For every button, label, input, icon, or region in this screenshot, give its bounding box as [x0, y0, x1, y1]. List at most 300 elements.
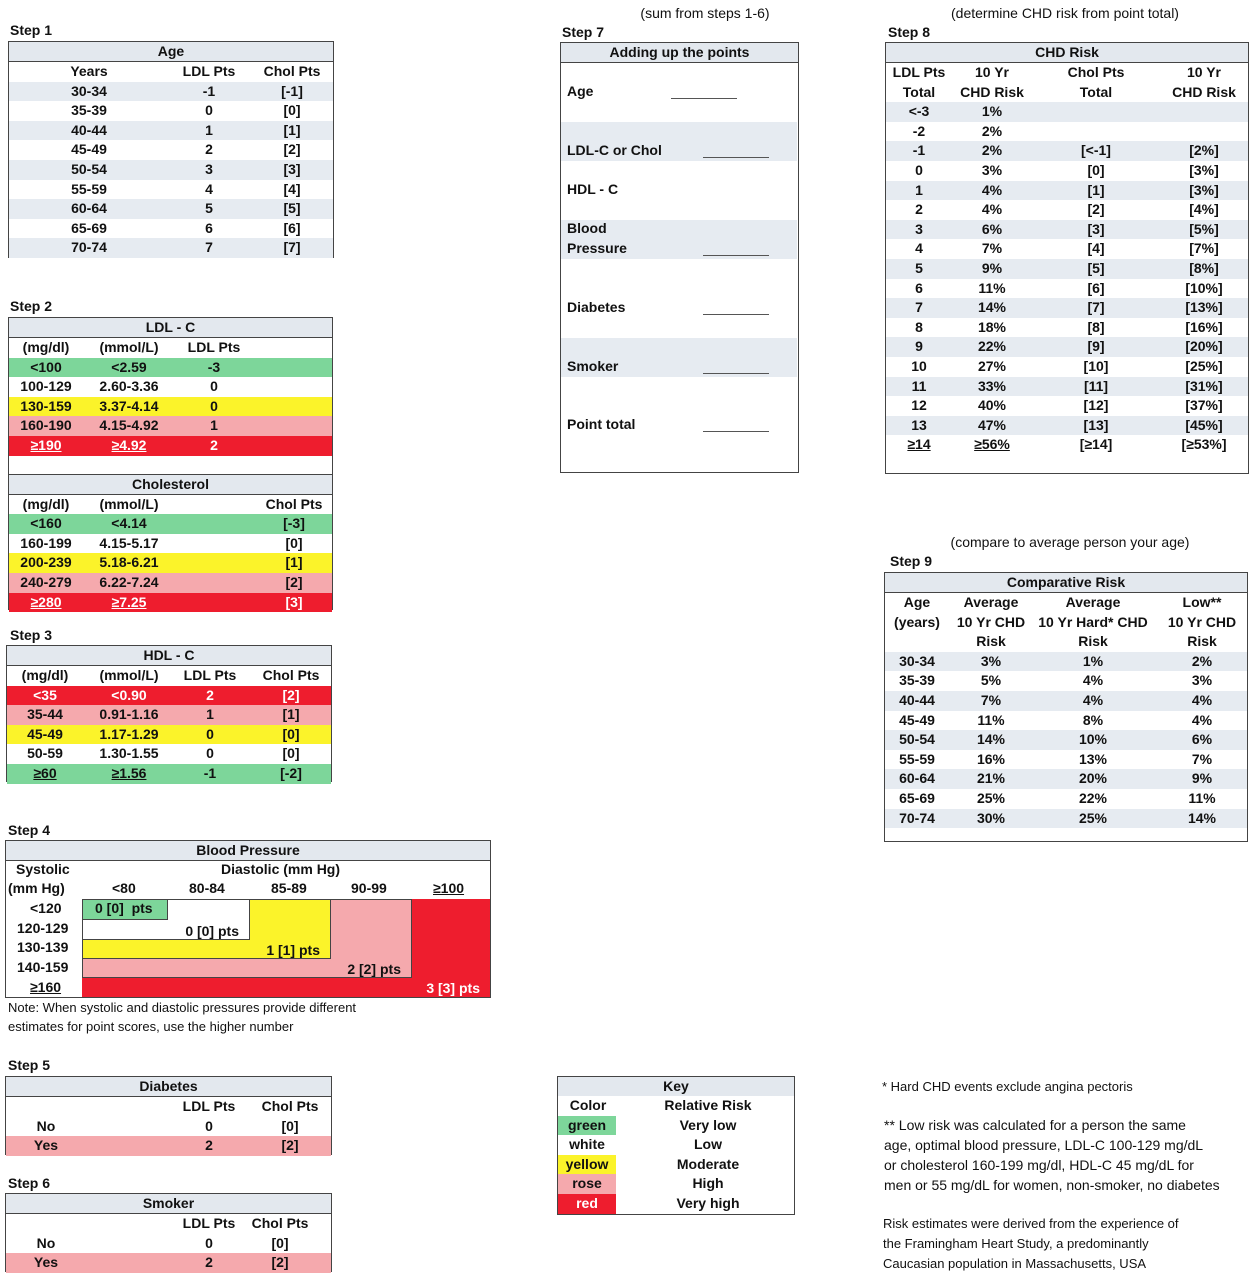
- diastolic-col: ≥100: [433, 880, 465, 896]
- bp-zone-label: 2 [2] pts: [347, 961, 401, 977]
- chd-row: [886, 161, 1248, 181]
- cmp-row: [885, 809, 1247, 829]
- ldl-total: -2: [912, 122, 926, 139]
- avg-risk: 16%: [976, 750, 1006, 767]
- avg-risk: 5%: [980, 672, 1002, 689]
- age-row: [9, 219, 333, 239]
- ldl-risk: 7%: [981, 240, 1003, 257]
- cmp-header-row: [885, 593, 1247, 613]
- hdl-row: [7, 705, 331, 725]
- ldl-risk: 6%: [981, 220, 1003, 237]
- hdl-row: [7, 744, 331, 764]
- mmol: ≥7.25: [111, 593, 147, 610]
- chol-risk: [8%]: [1189, 259, 1219, 276]
- ldl-header-row: [9, 338, 332, 358]
- footnote-low-risk: [884, 1115, 1220, 1195]
- chd-row: [886, 200, 1248, 220]
- diastolic-header: Diastolic (mm Hg): [221, 861, 341, 877]
- sum-total-field[interactable]: [703, 431, 769, 432]
- chol-pts: [0]: [281, 1117, 299, 1134]
- systolic-header: Systolic: [16, 861, 70, 877]
- smoker-row: [6, 1253, 331, 1273]
- ldl-risk: 9%: [981, 259, 1003, 276]
- ldl-pts: 0: [205, 102, 213, 119]
- ldl-pts: 6: [205, 219, 213, 236]
- sum-smoker-field[interactable]: [703, 373, 769, 374]
- chd-risk-table: [885, 42, 1249, 474]
- footnote-line: Caucasian population in Massachusetts, USA: [883, 1256, 1147, 1271]
- mgdl: <160: [30, 515, 62, 532]
- ldl-pts: 0: [206, 745, 214, 762]
- key-swatch-white: white: [558, 1135, 616, 1155]
- ldl-pts: 0: [205, 1117, 213, 1134]
- footnote-line: ** Low risk was calculated for a person the same: [884, 1117, 1186, 1133]
- comparative-risk-table: [884, 572, 1248, 842]
- chd-row: [886, 181, 1248, 201]
- ldl-pts: 2: [205, 1254, 213, 1271]
- chol-total: [3]: [1087, 220, 1105, 237]
- chd-row: [886, 357, 1248, 377]
- chd-row: [886, 377, 1248, 397]
- col-age: Age: [903, 594, 931, 610]
- chol-risk: [5%]: [1189, 220, 1219, 237]
- avg-risk: 7%: [980, 691, 1002, 708]
- age-row: [9, 121, 333, 141]
- col-avg-risk: 10 Yr CHD: [956, 613, 1026, 630]
- footnote-hard-chd: * Hard CHD events exclude angina pectoris: [882, 1079, 1133, 1094]
- chol-total: [6]: [1087, 279, 1105, 296]
- chol-pts: [4]: [283, 180, 301, 197]
- col-ldl-pts: LDL Pts: [187, 339, 241, 355]
- age-row: [9, 160, 333, 180]
- chol-pts: [6]: [283, 219, 301, 236]
- age-row: [9, 180, 333, 200]
- chol-pts: [2]: [285, 573, 303, 590]
- smoker-table-title: Smoker: [6, 1194, 331, 1214]
- bp-table: [5, 840, 491, 998]
- hard-risk: 22%: [1078, 789, 1108, 806]
- col-low-risk: 10 Yr CHD: [1167, 613, 1237, 630]
- low-risk: 3%: [1191, 672, 1213, 689]
- col-mmol: (mmol/L): [99, 667, 159, 683]
- ldl-pts: 2: [210, 436, 218, 453]
- sum-bp-field[interactable]: [703, 255, 769, 256]
- chol-risk: [37%]: [1185, 397, 1223, 414]
- chol-row: [9, 514, 332, 534]
- age-range: 60-64: [899, 770, 935, 787]
- ldl-total: -1: [912, 142, 926, 159]
- mmol: 1.30-1.55: [99, 745, 159, 762]
- col-ldl-total: Total: [902, 83, 936, 100]
- chd-row: [886, 122, 1248, 142]
- chol-pts: [3]: [285, 593, 303, 610]
- col-low-risk: Low**: [1182, 594, 1222, 610]
- footnote-line: age, optimal blood pressure, LDL-C 100-129 mg/dL: [884, 1137, 1204, 1153]
- chol-total: [<-1]: [1081, 142, 1111, 159]
- chol-pts: [0]: [282, 745, 300, 762]
- hard-risk: 1%: [1082, 652, 1104, 669]
- chol-total: [1]: [1087, 181, 1105, 198]
- chol-risk: [31%]: [1185, 377, 1223, 394]
- chd-row: [886, 337, 1248, 357]
- ldl-row: [9, 436, 332, 456]
- chd-row: [886, 102, 1248, 122]
- cmp-row: [885, 711, 1247, 731]
- ldl-pts: 1: [206, 706, 214, 723]
- chol-total: [11]: [1083, 377, 1109, 394]
- comparative-risk-title: Comparative Risk: [885, 573, 1247, 593]
- col-hard-risk: 10 Yr Hard* CHD: [1038, 613, 1148, 630]
- ldl-risk: 47%: [977, 416, 1007, 433]
- ldl-risk: 27%: [977, 357, 1007, 374]
- col-chol-pts: Chol Pts: [265, 495, 323, 512]
- low-risk: 11%: [1188, 789, 1216, 806]
- ldl-risk: 40%: [977, 397, 1007, 414]
- chol-total: [5]: [1087, 259, 1105, 276]
- ldl-risk: ≥56%: [974, 436, 1010, 453]
- ldl-total: 11: [911, 377, 927, 394]
- key-row: [558, 1174, 794, 1194]
- chol-table-title: Cholesterol: [9, 475, 332, 495]
- step7-label: Step 7: [562, 24, 605, 40]
- smoker-header-row: [6, 1214, 331, 1234]
- chd-row: [886, 239, 1248, 259]
- hard-risk: 25%: [1078, 809, 1108, 826]
- chol-total: [4]: [1087, 240, 1105, 257]
- chol-risk: [≥53%]: [1181, 436, 1227, 453]
- hdl-table-title: HDL - C: [7, 646, 331, 666]
- option-name: Yes: [33, 1254, 59, 1271]
- bp-zone-label: 0 [0] pts: [185, 923, 239, 939]
- systolic-row: 140-159: [17, 959, 69, 975]
- ldl-pts: 0: [210, 397, 218, 414]
- chol-pts: [2]: [282, 686, 300, 703]
- diastolic-col: 90-99: [351, 880, 387, 896]
- age-range: 45-49: [71, 141, 107, 158]
- key-col-color: Color: [569, 1097, 607, 1113]
- age-range: 35-39: [899, 672, 935, 689]
- age-range: 30-34: [899, 652, 935, 669]
- option-name: No: [36, 1234, 56, 1251]
- mmol: <4.14: [111, 515, 147, 532]
- chol-total: [0]: [1087, 161, 1105, 178]
- points-summary-title: Adding up the points: [561, 43, 798, 63]
- low-risk: 6%: [1191, 731, 1213, 748]
- chol-risk: [3%]: [1189, 181, 1219, 198]
- mgdl: 100-129: [20, 378, 72, 395]
- mmol: ≥1.56: [111, 764, 147, 781]
- systolic-row: 130-139: [17, 939, 69, 955]
- col-years: Years: [70, 63, 108, 79]
- key-swatch-red: red: [558, 1194, 616, 1214]
- systolic-unit: (mm Hg): [8, 880, 65, 896]
- chol-total: [≥14]: [1079, 436, 1113, 453]
- chol-row: [9, 593, 332, 613]
- ldl-risk: 2%: [981, 142, 1003, 159]
- age-range: 30-34: [71, 82, 107, 99]
- diastolic-col: <80: [112, 880, 136, 896]
- mmol: <0.90: [111, 686, 147, 703]
- chol-risk: [20%]: [1185, 338, 1223, 355]
- step5-label: Step 5: [8, 1057, 51, 1073]
- col-ldl-risk: CHD Risk: [960, 83, 1024, 100]
- key-swatch-green: green: [558, 1116, 616, 1136]
- mmol: 0.91-1.16: [99, 706, 159, 723]
- ldl-total: 13: [911, 416, 927, 433]
- low-risk: 4%: [1191, 711, 1213, 728]
- ldl-pts: 0: [206, 725, 214, 742]
- systolic-row: 120-129: [17, 920, 69, 936]
- low-risk: 2%: [1191, 652, 1213, 669]
- ldl-pts: 4: [205, 180, 213, 197]
- key-title: Key: [558, 1077, 794, 1096]
- ldl-chol-table: [8, 317, 333, 610]
- footnote-line: or cholesterol 160-199 mg/dl, HDL-C 45 mg/dL for: [884, 1157, 1194, 1173]
- chol-risk: [45%]: [1185, 416, 1223, 433]
- ldl-total: 10: [911, 357, 927, 374]
- step6-label: Step 6: [8, 1175, 51, 1191]
- avg-risk: 21%: [976, 770, 1006, 787]
- age-range: 40-44: [71, 121, 107, 138]
- chol-pts: [0]: [282, 725, 300, 742]
- age-row: [9, 82, 333, 102]
- ldl-pts: -1: [203, 764, 217, 781]
- age-range: 65-69: [899, 789, 935, 806]
- age-range: 50-54: [71, 160, 107, 177]
- ldl-total: 8: [915, 318, 923, 335]
- chol-total: [8]: [1087, 318, 1105, 335]
- ldl-total: 0: [915, 161, 923, 178]
- col-ldl-pts: LDL Pts: [182, 1215, 236, 1231]
- chol-pts: [1]: [285, 554, 303, 571]
- ldl-total: 1: [915, 181, 923, 198]
- chol-total: [13]: [1083, 416, 1109, 433]
- footnote-line: the Framingham Heart Study, a predominantly: [883, 1236, 1149, 1251]
- ldl-total: 7: [915, 299, 923, 316]
- chol-pts: [3]: [283, 160, 301, 177]
- mmol: 5.18-6.21: [99, 554, 159, 571]
- low-risk: 7%: [1191, 750, 1213, 767]
- hdl-table: [6, 645, 332, 782]
- cmp-row: [885, 652, 1247, 672]
- hard-risk: 4%: [1082, 672, 1104, 689]
- ldl-pts: 2: [205, 1137, 213, 1154]
- ldl-row: [9, 397, 332, 417]
- ldl-risk: 22%: [977, 338, 1007, 355]
- chol-risk: [3%]: [1189, 161, 1219, 178]
- option-name: No: [36, 1117, 56, 1134]
- sum-total-label: Point total: [567, 416, 636, 432]
- col-ldl-pts: LDL Pts: [182, 63, 236, 79]
- ldl-pts: 1: [205, 121, 213, 138]
- cmp-row: [885, 691, 1247, 711]
- mgdl: <100: [30, 358, 62, 375]
- chol-pts: [0]: [285, 534, 303, 551]
- chol-risk: [4%]: [1189, 201, 1219, 218]
- age-range: 55-59: [71, 180, 107, 197]
- col-hard-risk: Risk: [1078, 633, 1108, 650]
- chol-row: [9, 534, 332, 554]
- bp-table-title: Blood Pressure: [6, 841, 490, 861]
- ldl-pts: 1: [210, 417, 218, 434]
- ldl-risk: 14%: [977, 299, 1007, 316]
- chol-total: [9]: [1087, 338, 1105, 355]
- chd-row: [886, 435, 1248, 455]
- ldl-pts: -1: [202, 82, 216, 99]
- ldl-risk: 3%: [981, 161, 1003, 178]
- mgdl: 35-44: [27, 706, 63, 723]
- chol-pts: [5]: [283, 200, 301, 217]
- footnote-source: [883, 1214, 1179, 1274]
- points-summary-box: [560, 42, 799, 473]
- chd-row: [886, 396, 1248, 416]
- chol-risk: [13%]: [1185, 299, 1223, 316]
- avg-risk: 3%: [980, 652, 1002, 669]
- step9-label: Step 9: [890, 553, 933, 569]
- step4-label: Step 4: [8, 822, 51, 838]
- key-col-risk: Relative Risk: [664, 1097, 752, 1113]
- ldl-table-title: LDL - C: [9, 318, 332, 338]
- sum-age-field[interactable]: [671, 98, 737, 99]
- col-mmol: (mmol/L): [99, 339, 159, 355]
- step3-label: Step 3: [10, 627, 53, 643]
- col-ldl-total: LDL Pts: [892, 64, 946, 80]
- systolic-row: ≥160: [30, 979, 62, 995]
- avg-risk: 30%: [976, 809, 1006, 826]
- ldl-pts: 2: [205, 141, 213, 158]
- key-risk-label: Low: [694, 1136, 722, 1153]
- ldl-risk: 2%: [981, 122, 1003, 139]
- chd-header-row-1: [886, 63, 1248, 83]
- col-chol-pts: Chol Pts: [262, 667, 320, 683]
- sum-ldl-chol-field[interactable]: [703, 157, 769, 158]
- diastolic-col: 85-89: [271, 880, 307, 896]
- key-swatch-yellow: yellow: [558, 1155, 616, 1175]
- mgdl: 240-279: [20, 573, 72, 590]
- ldl-total: 12: [911, 397, 927, 414]
- sum-hdl-label: HDL - C: [567, 181, 619, 197]
- col-mmol: (mmol/L): [99, 495, 159, 512]
- age-table-title: Age: [9, 42, 333, 62]
- chol-row: [9, 553, 332, 573]
- ldl-total: 6: [915, 279, 923, 296]
- chol-pts: [7]: [283, 239, 301, 256]
- key-row: [558, 1155, 794, 1175]
- diabetes-row: [6, 1117, 331, 1137]
- avg-risk: 11%: [977, 711, 1005, 728]
- chol-pts: [2]: [271, 1254, 289, 1271]
- bp-note-line2: estimates for point scores, use the higher number: [8, 1019, 294, 1034]
- chd-row: [886, 298, 1248, 318]
- age-table: [8, 41, 334, 258]
- col-mgdl: (mg/dl): [22, 495, 70, 512]
- col-ldl-pts: LDL Pts: [182, 1098, 236, 1114]
- chd-risk-title: CHD Risk: [886, 43, 1248, 63]
- hdl-row: [7, 725, 331, 745]
- col-hard-risk: Average: [1065, 594, 1121, 610]
- col-chol-total: Chol Pts: [1067, 64, 1125, 80]
- chol-risk: [2%]: [1189, 142, 1219, 159]
- key-risk-label: Very high: [676, 1194, 740, 1211]
- chol-pts: [-3]: [283, 515, 305, 532]
- systolic-row: <120: [30, 900, 62, 916]
- chol-total: [7]: [1087, 299, 1105, 316]
- mmol: 4.15-4.92: [99, 417, 159, 434]
- avg-risk: 25%: [976, 789, 1006, 806]
- sum-diabetes-field[interactable]: [703, 314, 769, 315]
- ldl-risk: 4%: [981, 201, 1003, 218]
- ldl-pts: 5: [205, 200, 213, 217]
- chol-row: [9, 573, 332, 593]
- age-range: 50-54: [899, 731, 935, 748]
- step2-label: Step 2: [10, 298, 53, 314]
- col-avg-risk: Average: [963, 594, 1019, 610]
- sum-smoker-label: Smoker: [567, 358, 619, 374]
- key-row: [558, 1135, 794, 1155]
- age-range: 70-74: [71, 239, 107, 256]
- bp-zone-label: 1 [1] pts: [266, 942, 320, 958]
- col-chol-risk: CHD Risk: [1172, 83, 1236, 100]
- ldl-row: [9, 416, 332, 436]
- chol-total: [2]: [1087, 201, 1105, 218]
- hard-risk: 13%: [1078, 750, 1108, 767]
- low-risk: 14%: [1187, 809, 1217, 826]
- hdl-row: [7, 686, 331, 706]
- mgdl: 130-159: [20, 397, 72, 414]
- mmol: <2.59: [111, 358, 147, 375]
- mmol: 6.22-7.24: [99, 573, 159, 590]
- mgdl: ≥60: [33, 764, 57, 781]
- col-mgdl: (mg/dl): [22, 339, 70, 355]
- chol-risk: [16%]: [1185, 318, 1223, 335]
- chd-header-row-2: [886, 83, 1248, 103]
- option-name: Yes: [33, 1137, 59, 1154]
- ldl-row: [9, 358, 332, 378]
- chol-pts: [-2]: [280, 764, 302, 781]
- bp-note-line1: Note: When systolic and diastolic pressures provide different: [8, 1000, 357, 1015]
- chol-risk: [7%]: [1189, 240, 1219, 257]
- col-avg-risk: Risk: [976, 633, 1006, 650]
- smoker-row: [6, 1234, 331, 1254]
- low-risk: 9%: [1191, 770, 1213, 787]
- age-range: 60-64: [71, 200, 107, 217]
- ldl-pts: 0: [205, 1234, 213, 1251]
- step9-caption: (compare to average person your age): [950, 534, 1190, 550]
- mgdl: 160-199: [20, 534, 72, 551]
- ldl-total: 5: [915, 259, 923, 276]
- col-chol-pts: Chol Pts: [263, 63, 321, 79]
- col-chol-pts: Chol Pts: [261, 1098, 319, 1114]
- ldl-risk: 18%: [977, 318, 1007, 335]
- col-chol-risk: 10 Yr: [1187, 64, 1221, 80]
- hard-risk: 4%: [1082, 691, 1104, 708]
- col-ldl-pts: LDL Pts: [183, 667, 237, 683]
- chol-pts: [2]: [283, 141, 301, 158]
- key-header-row: [558, 1096, 794, 1116]
- age-row: [9, 101, 333, 121]
- key-row: [558, 1116, 794, 1136]
- step8-caption: (determine CHD risk from point total): [951, 5, 1179, 21]
- cmp-row: [885, 730, 1247, 750]
- chol-total: [10]: [1083, 357, 1109, 374]
- col-ldl-risk: 10 Yr: [975, 64, 1009, 80]
- mmol: 4.15-5.17: [99, 534, 159, 551]
- mgdl: ≥280: [30, 593, 62, 610]
- step1-label: Step 1: [10, 22, 53, 38]
- diabetes-table-title: Diabetes: [6, 1077, 331, 1097]
- age-range: 40-44: [899, 691, 935, 708]
- diabetes-header-row: [6, 1097, 331, 1117]
